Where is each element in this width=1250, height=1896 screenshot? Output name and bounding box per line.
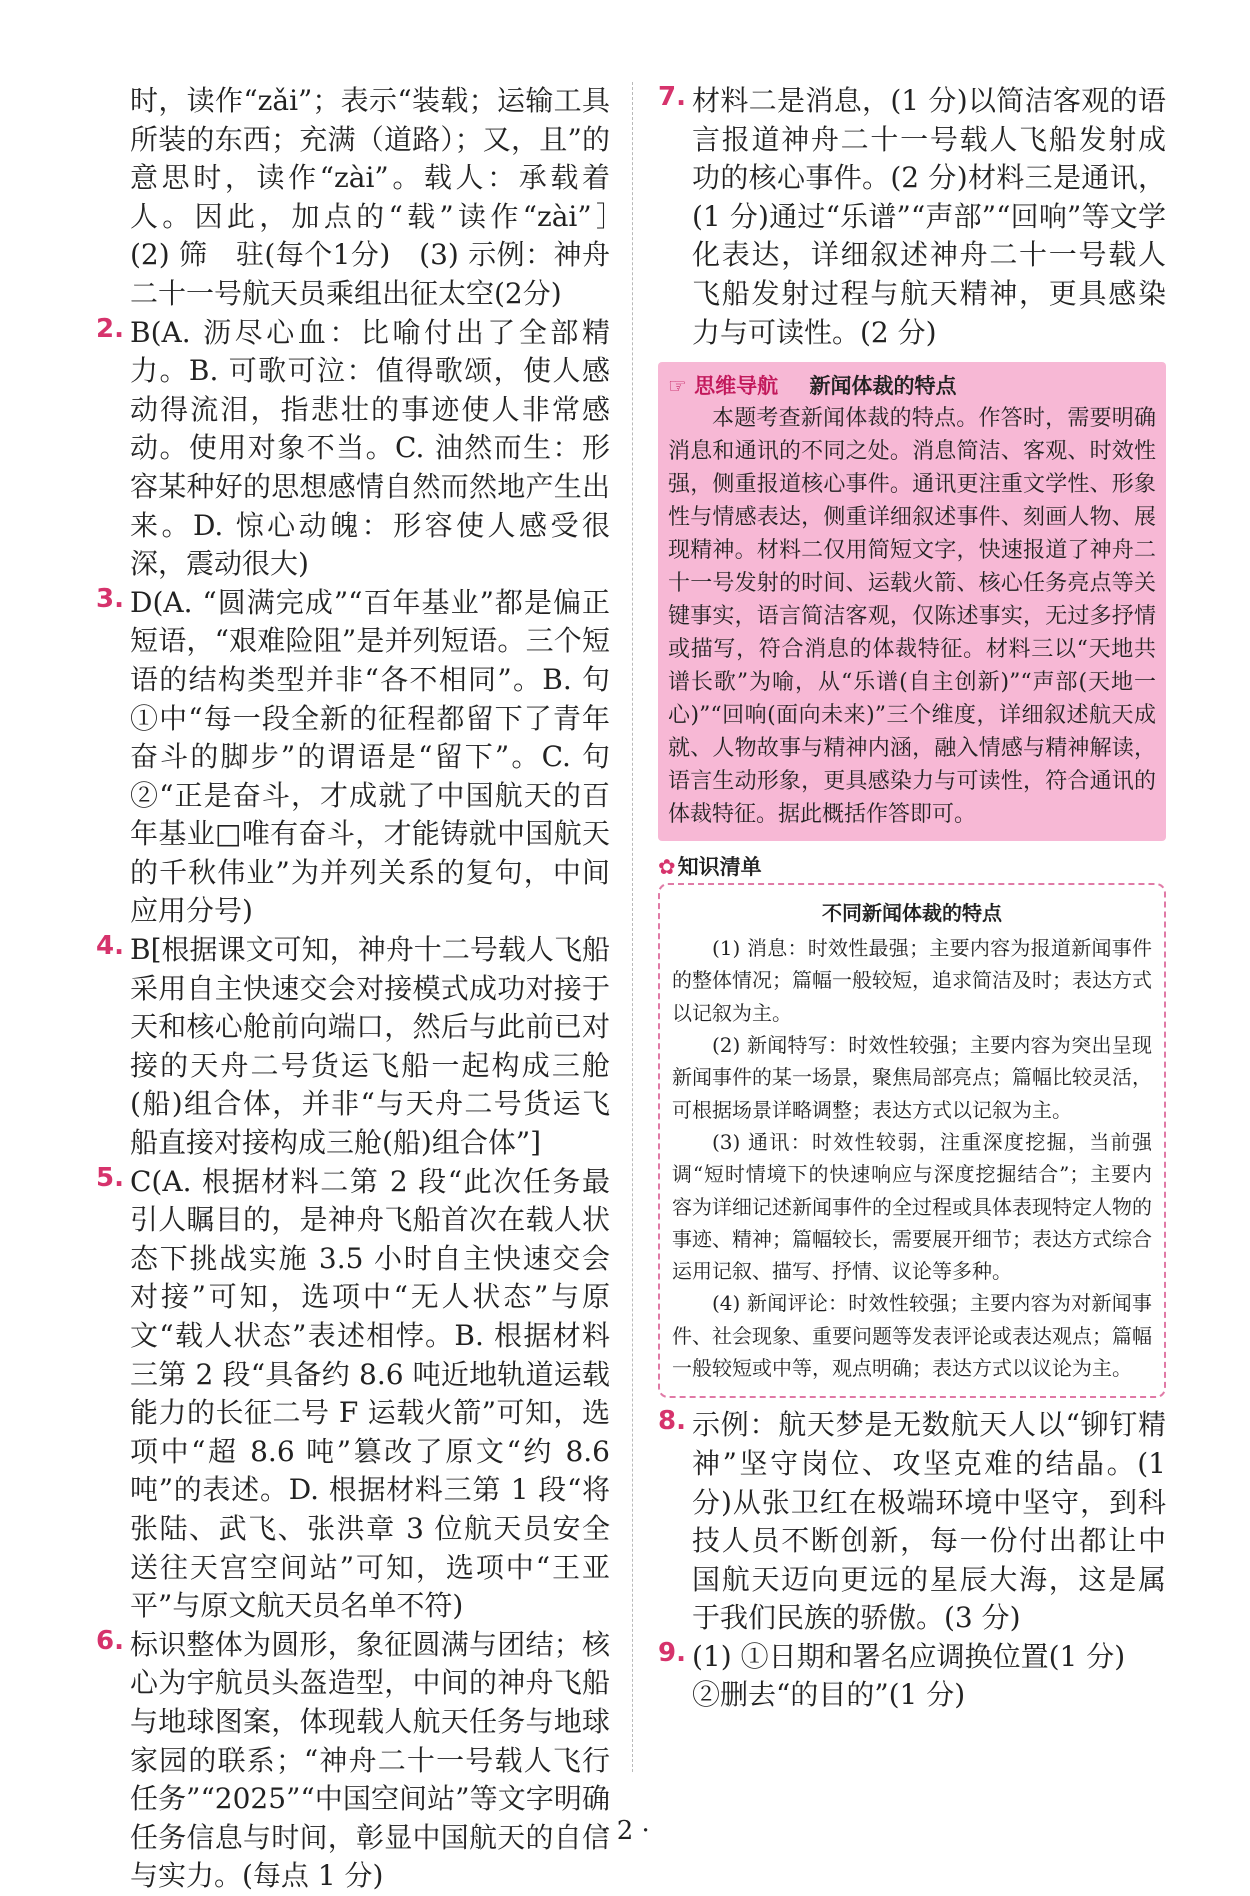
item-text: C(A. 根据材料二第 2 段“此次任务最引人瞩目的，是神舟飞船首次在载人状态下挑战实施 3.5 小时自主快速交会对接”可知，选项中“无人状态”与原文“载人状态”表述相悖。B. 根据材料三第 2 段“具备约 8.6 吨近地轨道运载能力的长征二号 F 运载火箭”可知，选项中“超 8.6 吨”篡改了原文“约 8.6 吨”的表述。D. 根据材料三第 1 段“将张陆、武飞、张洪章 3 位航天员安全送往天宫空间站”可知，选项中“王亚平”与原文航天员名单不符) — [130, 1164, 610, 1623]
answer-item-4 — [96, 931, 610, 1163]
knowledge-list-header — [658, 851, 1166, 881]
knowledge-list-item: (3) 通讯：时效性较弱，注重深度挖掘，当前强调“短时情境下的快速响应与深度挖掘结合”；主要内容为详细记述新闻事件的全过程或具体表现特定人物的事迹、精神；篇幅较长，需要展开细节；表达方式综合运用记叙、描写、抒情、议论等多种。 — [672, 1129, 1152, 1284]
knowledge-list-item: (1) 消息：时效性最强；主要内容为报道新闻事件的整体情况；篇幅一般较短，追求简洁及时；表达方式以记叙为主。 — [672, 936, 1152, 1025]
item-number: 9. — [658, 1637, 686, 1668]
answer-item-5 — [96, 1163, 610, 1626]
item-text-line-2: ②删去“的目的”(1 分) — [692, 1678, 966, 1712]
thinking-guide-label: 思维导航 — [694, 374, 779, 399]
item-text: B[根据课文可知，神舟十二号载人飞船采用自主快速交会对接模式成功对接于天和核心舱前向端口，然后与此前已对接的天舟二号货运飞船一起构成三舱(船)组合体，并非“与天舟二号货运飞船直接对接构成三舱(船)组合体”] — [130, 933, 610, 1160]
knowledge-list-item: (2) 新闻特写：时效性较强；主要内容为突出呈现新闻事件的某一场景，聚焦局部亮点；篇幅比较灵活，可根据场景详略调整；表达方式以记叙为主。 — [672, 1033, 1152, 1122]
knowledge-list-label: 知识清单 — [677, 855, 762, 880]
item-text: 示例：航天梦是无数航天人以“铆钉精神”坚守岗位、攻坚克难的结晶。(1 分)从张卫红在极端环境中坚守，到科技人员不断创新，每一份付出都让中国航天迈向更远的星辰大海，这是属于我们民族的骄傲。(3 分) — [692, 1408, 1166, 1635]
answer-item-7 — [658, 82, 1166, 352]
thinking-guide-subtitle: 新闻体裁的特点 — [809, 374, 957, 399]
column-divider — [632, 82, 633, 1772]
pointing-hand-icon: ☞ — [668, 374, 687, 399]
answer-item-6 — [96, 1626, 610, 1896]
item-number: 8. — [658, 1406, 686, 1437]
knowledge-list-box — [658, 883, 1166, 1398]
item-number: 6. — [96, 1625, 124, 1656]
answer-item-2 — [96, 314, 610, 584]
item-number: 7. — [658, 82, 686, 112]
q1-continuation: 时，读作“zǎi”；表示“装载；运输工具所装的东西；充满（道路）；又，且”的意思时，读作“zài”。载人：承载着人。因此，加点的“载”读作“zài”］ (2) 筛 驻(每个1分) (3) 示例：神舟二十一号航天员乘组出征太空(2分) — [130, 84, 639, 310]
page-number: · 2 · — [600, 1816, 650, 1846]
item-text-line-1: (1) ①日期和署名应调换位置(1 分) — [692, 1639, 1126, 1673]
thinking-guide-box — [658, 362, 1166, 841]
thinking-guide-header — [668, 370, 1156, 400]
flower-icon: ✿ — [658, 855, 676, 880]
knowledge-list — [658, 851, 1166, 1398]
right-column — [658, 82, 1166, 1715]
item-number: 3. — [96, 583, 124, 614]
item-number: 4. — [96, 931, 124, 962]
answer-item-9 — [658, 1638, 1166, 1715]
knowledge-list-title: 不同新闻体裁的特点 — [822, 901, 1002, 926]
item-text: B(A. 沥尽心血：比喻付出了全部精力。B. 可歌可泣：值得歌颂，使人感动得流泪，指悲壮的事迹使人非常感动。使用对象不当。C. 油然而生：形容某种好的思想感情自然而然地产生出来。D. 惊心动魄：形容使人感受很深，震动很大) — [130, 315, 610, 581]
item-number: 5. — [96, 1162, 124, 1193]
thinking-guide-text: 本题考查新闻体裁的特点。作答时，需要明确消息和通讯的不同之处。消息简洁、客观、时效性强，侧重报道核心事件。通讯更注重文学性、形象性与情感表达，侧重详细叙述事件、刻画人物、展现精神。材料二仅用简短文字，快速报道了神舟二十一号发射的时间、运载火箭、核心任务亮点等关键事实，语言简洁客观，仅陈述事实，无过多抒情或描写，符合消息的体裁特征。材料三以“天地共谱长歌”为喻，从“乐谱(自主创新)”“声部(天地一心)”“回响(面向未来)”三个维度，详细叙述航天成就、人物故事与精神内涵，融入情感与精神解读，语言生动形象，更具感染力与可读性，符合通讯的体裁特征。据此概括作答即可。 — [668, 406, 1156, 828]
item-text: 材料二是消息，(1 分)以简洁客观的语言报道神舟二十一号载人飞船发射成功的核心事件。(2 分)材料三是通讯，(1 分)通过“乐谱”“声部”“回响”等文学化表达，详细叙述神舟二十一号载人飞船发射过程与航天精神，更具感染力与可读性。(2 分) — [692, 84, 1166, 349]
knowledge-list-item: (4) 新闻评论：时效性较强；主要内容为对新闻事件、社会现象、重要问题等发表评论或表达观点；篇幅一般较短或中等，观点明确；表达方式以议论为主。 — [672, 1291, 1152, 1381]
answer-item-8 — [658, 1406, 1166, 1638]
item-text: D(A. “圆满完成”“百年基业”都是偏正短语，“艰难险阻”是并列短语。三个短语的结构类型并非“各不相同”。B. 句①中“每一段全新的征程都留下了青年奋斗的脚步”的谓语是“留下”。C. 句②“正是奋斗，才成就了中国航天的百年基业□唯有奋斗，才能铸就中国航天的千秋伟业”为并列关系的复句，中间应用分号) — [130, 585, 610, 928]
answer-item-3 — [96, 584, 610, 931]
item-number: 2. — [96, 313, 124, 344]
item-text: 标识整体为圆形，象征圆满与团结；核心为宇航员头盔造型，中间的神舟飞船与地球图案，体现载人航天任务与地球家园的联系；“神舟二十一号载人飞行任务”“2025”“中国空间站”等文字明确任务信息与时间，彰显中国航天的自信与实力。(每点 1 分) — [130, 1627, 610, 1893]
left-column — [96, 82, 639, 1896]
